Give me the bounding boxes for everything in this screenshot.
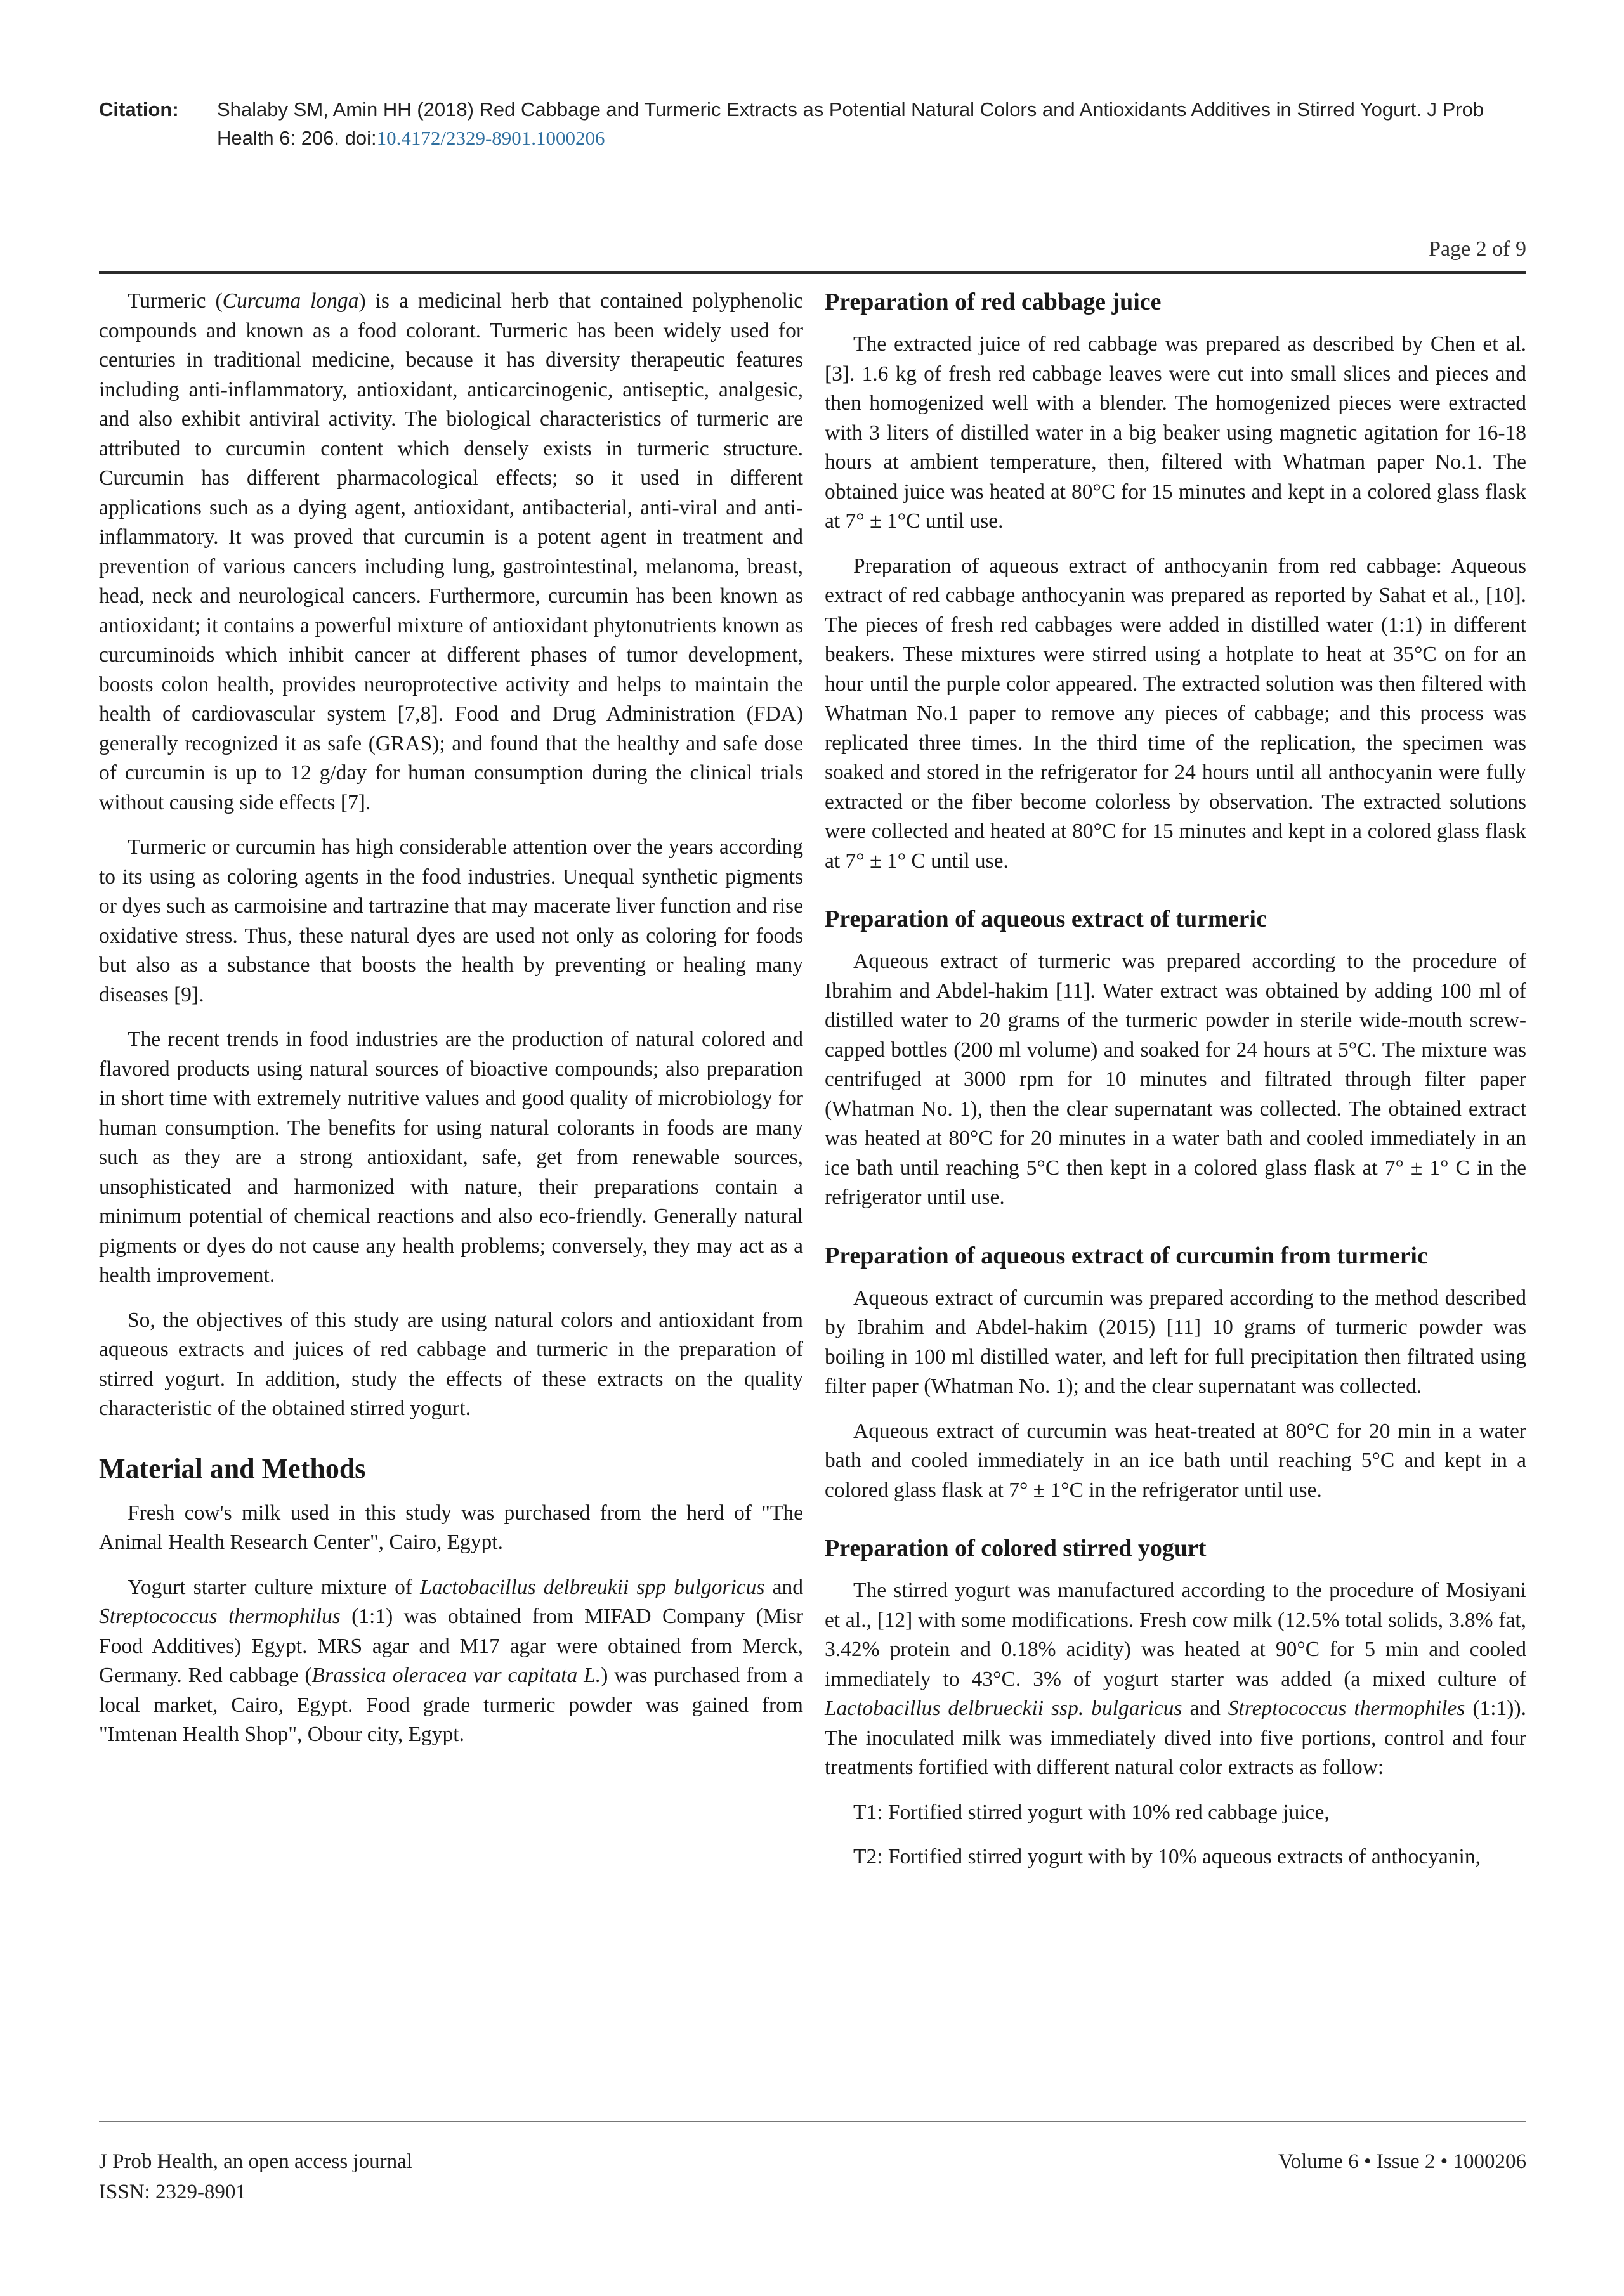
- paragraph-curcumin-heat: Aqueous extract of curcumin was heat-treated at 80°C for 20 min in a water bath and cooled immediately in an ice bath until reaching 5°C and kept in a colored glass flask at 7° ± 1°C in the refrigerator until use.: [825, 1419, 1526, 1502]
- right-column: [825, 287, 1526, 1888]
- paragraph-red-cabbage-juice: The extracted juice of red cabbage was prepared as described by Chen et al. [3]. 1.6 kg of fresh red cabbage leaves were cut into small slices and pieces and then homogenized well with a blender. The homogenized pieces were extracted with 3 liters of distilled water in a big beaker using magnetic agitation for 16-18 hours at ambient temperature, then, filtered with Whatman paper No.1. The obtained juice was heated at 80°C for 15 minutes and kept in a colored glass flask at 7° ± 1°C until use.: [825, 332, 1526, 533]
- paragraph-colored-yogurt: The stirred yogurt was manufactured according to the procedure of Mosiyani et al., [12] with some modifications. Fresh cow milk (12.5% total solids, 3.8% fat, 3.42% protein and 0.18% acidity) was heated at 90°C for 5 min and cooled immediately to 43°C. 3% of yogurt starter was added (a mixed culture of Lactobacillus delbrueckii ssp. bulgaricus and Streptococcus thermophiles (1:1)). The inoculated milk was immediately dived into five portions, control and four treatments fortified with different natural color extracts as follow:: [825, 1579, 1526, 1779]
- page-number: Page 2 of 9: [1429, 237, 1526, 261]
- footer-journal-name: J Prob Health, an open access journal: [99, 2150, 412, 2173]
- paragraph-anthocyanin-extract: Preparation of aqueous extract of anthocyanin from red cabbage: Aqueous extract of red cabbage anthocyanin was prepared as reported by Sahat et al., [10]. The pieces of fresh red cabbages were added in distilled water (1:1) in different beakers. These mixtures were stirred using a hotplate to heat at 35°C on for an hour until the purple color appeared. The extracted solution was then filtered with Whatman No.1 paper to remove any pieces of cabbage; and this process was replicated three times. In the third time of the replication, the specimen was soaked and stored in the refrigerator for 24 hours until all anthocyanin were fully extracted or the fiber become colorless by observation. The extracted solutions were collected and heated at 80°C for 15 minutes and kept in a colored glass flask at 7° ± 1° C until use.: [825, 554, 1526, 873]
- intro-paragraph-turmeric: Turmeric (Curcuma longa) is a medicinal herb that contained polyphenolic compounds and known as a food colorant. Turmeric has been widely used for centuries in traditional medicine, because it has diversity therapeutic features including anti-inflammatory, antioxidant, anticarcinogenic, antiseptic, analgesic, and also exhibit antiviral activity. The biological characteristics of turmeric are attributed to curcumin content which densely exists in turmeric structure. Curcumin has different pharmacological effects; so it used in different applications such as a dying agent, antioxidant, antibacterial, anti-viral and anti-inflammatory. It was proved that curcumin is a potent agent in treatment and prevention of various cancers including lung, gastrointestinal, melanoma, breast, head, neck and neurological cancers. Furthermore, curcumin has been known as antioxidant; it contains a powerful mixture of antioxidant phytonutrients known as curcuminoids which inhibit cancer at different phases of tumor development, boosts colon health, provides neuroprotective activity and helps to maintain the health of cardiovascular system [7,8]. Food and Drug Administration (FDA) generally recognized it as safe (GRAS); and found that the healthy and safe dose of curcumin is up to 12 g/day for human consumption during the clinical trials without causing side effects [7].: [99, 289, 803, 814]
- citation-header: [99, 95, 1526, 152]
- citation-reference: Shalaby SM, Amin HH (2018) Red Cabbage and Turmeric Extracts as Potential Natural Colors and Antioxidants Additives in Stirred Yogurt. J Prob Health 6: 206. doi:: [217, 98, 1484, 149]
- paragraph-turmeric-extract: Aqueous extract of turmeric was prepared according to the procedure of Ibrahim and Abdel-hakim [11]. Water extract was obtained by adding 100 ml of distilled water to 20 grams of the turmeric powder in sterile wide-mouth screw-capped bottles (200 ml volume) and soaked for 24 hours at 5°C. The mixture was centrifuged at 3000 rpm for 10 minutes and filtrated through filter paper (Whatman No. 1), then the clear supernatant was collected. The obtained extract was heated at 80°C for 20 minutes in a water bath and cooled immediately in an ice bath until reaching 5°C then kept in a colored glass flask at 7° ± 1° C in the refrigerator until use.: [825, 949, 1526, 1209]
- methods-paragraph-materials: Yogurt starter culture mixture of Lactobacillus delbreukii spp bulgoricus and Streptococcus thermophilus (1:1) was obtained from MIFAD Company (Misr Food Additives) Egypt. MRS agar and M17 agar were obtained from Merck, Germany. Red cabbage (Brassica oleracea var capitata L.) was purchased from a local market, Cairo, Egypt. Food grade turmeric powder was gained from "Imtenan Health Shop", Obour city, Egypt.: [99, 1575, 803, 1746]
- subheading-curcumin-extract: Preparation of aqueous extract of curcumin from turmeric: [825, 1242, 1428, 1269]
- left-column: [99, 287, 803, 1765]
- citation-label: Citation:: [99, 98, 179, 121]
- footer-volume: Volume 6 • Issue 2 • 1000206: [1278, 2150, 1526, 2173]
- paragraph-curcumin-extract: Aqueous extract of curcumin was prepared according to the method described by Ibrahim and Abdel-hakim (2015) [11] 10 grams of turmeric powder was boiling in 100 ml distilled water, and left for full precipitation then filtrated using filter paper (Whatman No. 1); and the clear supernatant was collected.: [825, 1286, 1526, 1398]
- subheading-red-cabbage-juice: Preparation of red cabbage juice: [825, 289, 1162, 315]
- section-heading-materials-methods: Material and Methods: [99, 1452, 366, 1484]
- treatment-t1: T1: Fortified stirred yogurt with 10% red cabbage juice,: [853, 1800, 1330, 1824]
- methods-paragraph-milk: Fresh cow's milk used in this study was purchased from the herd of "The Animal Health Research Center", Cairo, Egypt.: [99, 1501, 803, 1554]
- intro-paragraph-colorants: Turmeric or curcumin has high considerable attention over the years according to its using as coloring agents in the food industries. Unequal synthetic pigments or dyes such as carmoisine and tartrazine that may macerate liver function and rise oxidative stress. Thus, these natural dyes are used not only as coloring for foods but also as a substance that boosts the health by preventing or healing many diseases [9].: [99, 835, 803, 1007]
- header-divider: [99, 271, 1526, 274]
- doi-link[interactable]: 10.4172/2329-8901.1000206: [376, 127, 605, 149]
- treatment-t2: T2: Fortified stirred yogurt with by 10% aqueous extracts of anthocyanin,: [853, 1845, 1481, 1869]
- footer-divider: [99, 2121, 1526, 2122]
- subheading-colored-yogurt: Preparation of colored stirred yogurt: [825, 1535, 1207, 1562]
- intro-paragraph-trends: The recent trends in food industries are the production of natural colored and flavored products using natural sources of bioactive compounds; also preparation in short time with extremely nutritive values and good quality of microbiology for human consumption. The benefits for using natural colorants in foods are many such as they are a strong antioxidant, safe, get from renewable sources, unsophisticated and harmonized with nature, their preparations contain a minimum potential of chemical reactions and also eco-friendly. Generally natural pigments or dyes do not cause any health problems; conversely, they may act as a health improvement.: [99, 1027, 803, 1287]
- subheading-turmeric-extract: Preparation of aqueous extract of turmeric: [825, 906, 1267, 932]
- intro-paragraph-objectives: So, the objectives of this study are using natural colors and antioxidant from aqueous extracts and juices of red cabbage and turmeric in the preparation of stirred yogurt. In addition, study the effects of these extracts on the quality characteristic of the obtained stirred yogurt.: [99, 1308, 803, 1420]
- footer-journal-info: [99, 2146, 412, 2207]
- footer-issn: ISSN: 2329-8901: [99, 2181, 246, 2203]
- citation-text: [217, 95, 1526, 152]
